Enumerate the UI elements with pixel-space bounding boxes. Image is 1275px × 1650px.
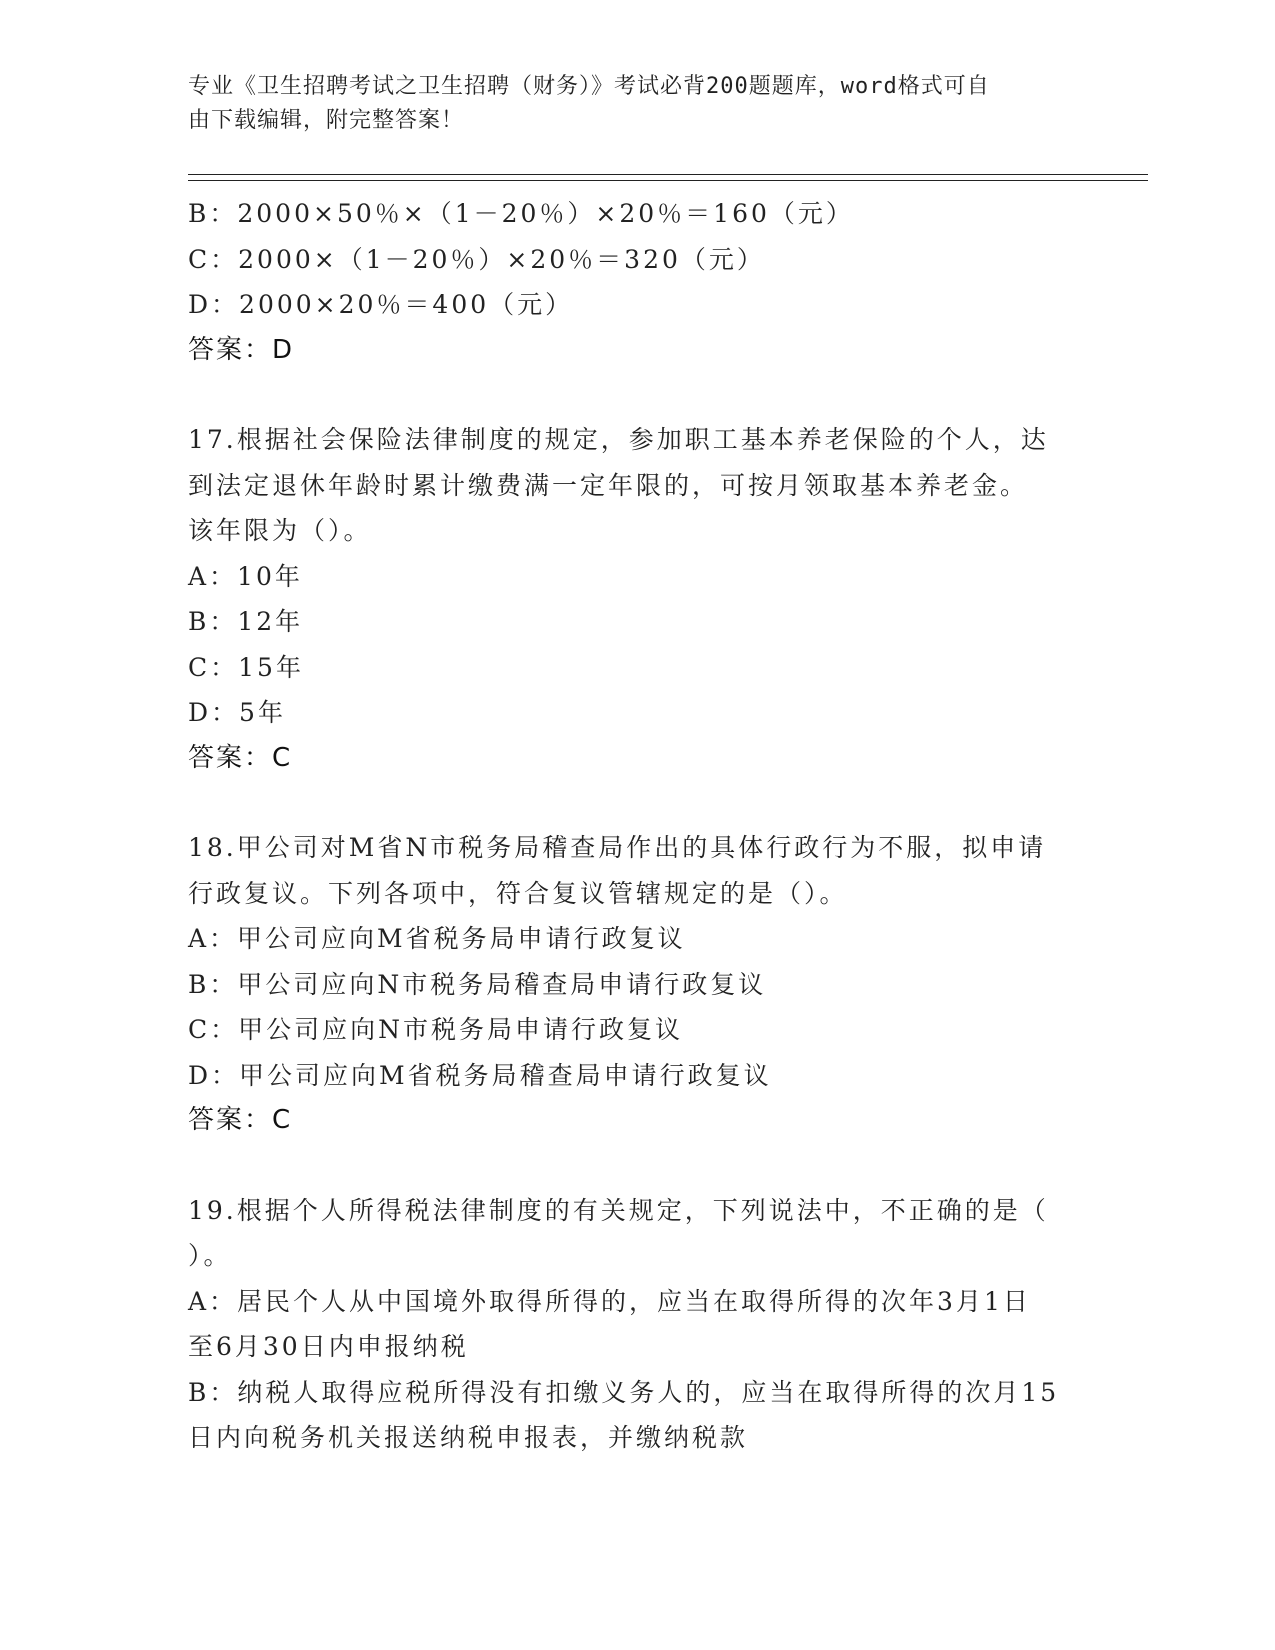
- option-c: C：2000×（1－20％）×20％＝320（元）: [188, 244, 765, 274]
- option-c: C：15年: [188, 652, 304, 682]
- question-19: [188, 1188, 1088, 1461]
- document-header: [188, 70, 1068, 138]
- option-d: D：甲公司应向M省税务局稽查局申请行政复议: [188, 1060, 772, 1090]
- header-line-2: 由下载编辑，附完整答案！: [188, 108, 465, 133]
- spacer: [188, 373, 1088, 417]
- option-a: A：居民个人从中国境外取得所得的，应当在取得所得的次年3月1日: [188, 1286, 1031, 1316]
- question-17: [188, 417, 1088, 781]
- document-body: [188, 191, 1088, 1461]
- question-stem-line: 18.甲公司对M省N市税务局稽查局作出的具体行政行为不服，拟申请: [188, 833, 1047, 862]
- question-stem-line: 到法定退休年龄时累计缴费满一定年限的，可按月领取基本养老金。: [188, 470, 1029, 500]
- spacer: [188, 1144, 1088, 1188]
- question-stem-line: 该年限为（）。: [188, 516, 372, 545]
- spacer: [188, 781, 1088, 825]
- option-b: B：纳税人取得应税所得没有扣缴义务人的，应当在取得所得的次月15: [188, 1377, 1060, 1407]
- question-16-continued: [188, 191, 1088, 373]
- option-b: B：甲公司应向N市税务局稽查局申请行政复议: [188, 969, 767, 999]
- header-divider: [188, 174, 1148, 181]
- answer: 答案：C: [188, 1105, 293, 1135]
- question-stem-line: 17.根据社会保险法律制度的规定，参加职工基本养老保险的个人，达: [188, 425, 1049, 454]
- question-18: [188, 825, 1088, 1144]
- question-stem-line: 行政复议。下列各项中，符合复议管辖规定的是（）。: [188, 878, 848, 908]
- document-page: [188, 70, 1148, 1461]
- option-b: B：12年: [188, 607, 304, 636]
- option-b: B：2000×50％×（1－20％）×20％＝160（元）: [188, 199, 854, 228]
- option-a: A：10年: [188, 561, 303, 591]
- header-line-1: 专业《卫生招聘考试之卫生招聘（财务）》考试必背200题题库，word格式可自: [188, 74, 990, 99]
- answer: 答案：D: [188, 334, 295, 365]
- question-stem-line: 19.根据个人所得税法律制度的有关规定，下列说法中，不正确的是（: [188, 1195, 1049, 1225]
- question-stem-line: ）。: [188, 1241, 232, 1270]
- option-a-continued: 至6月30日内申报纳税: [188, 1332, 469, 1361]
- answer: 答案：C: [188, 742, 293, 773]
- option-d: D：2000×20％＝400（元）: [188, 290, 574, 319]
- option-a: A：甲公司应向M省税务局申请行政复议: [188, 924, 686, 953]
- option-b-continued: 日内向税务机关报送纳税申报表，并缴纳税款: [188, 1423, 749, 1452]
- option-c: C：甲公司应向N市税务局申请行政复议: [188, 1015, 684, 1044]
- option-d: D：5年: [188, 698, 286, 727]
